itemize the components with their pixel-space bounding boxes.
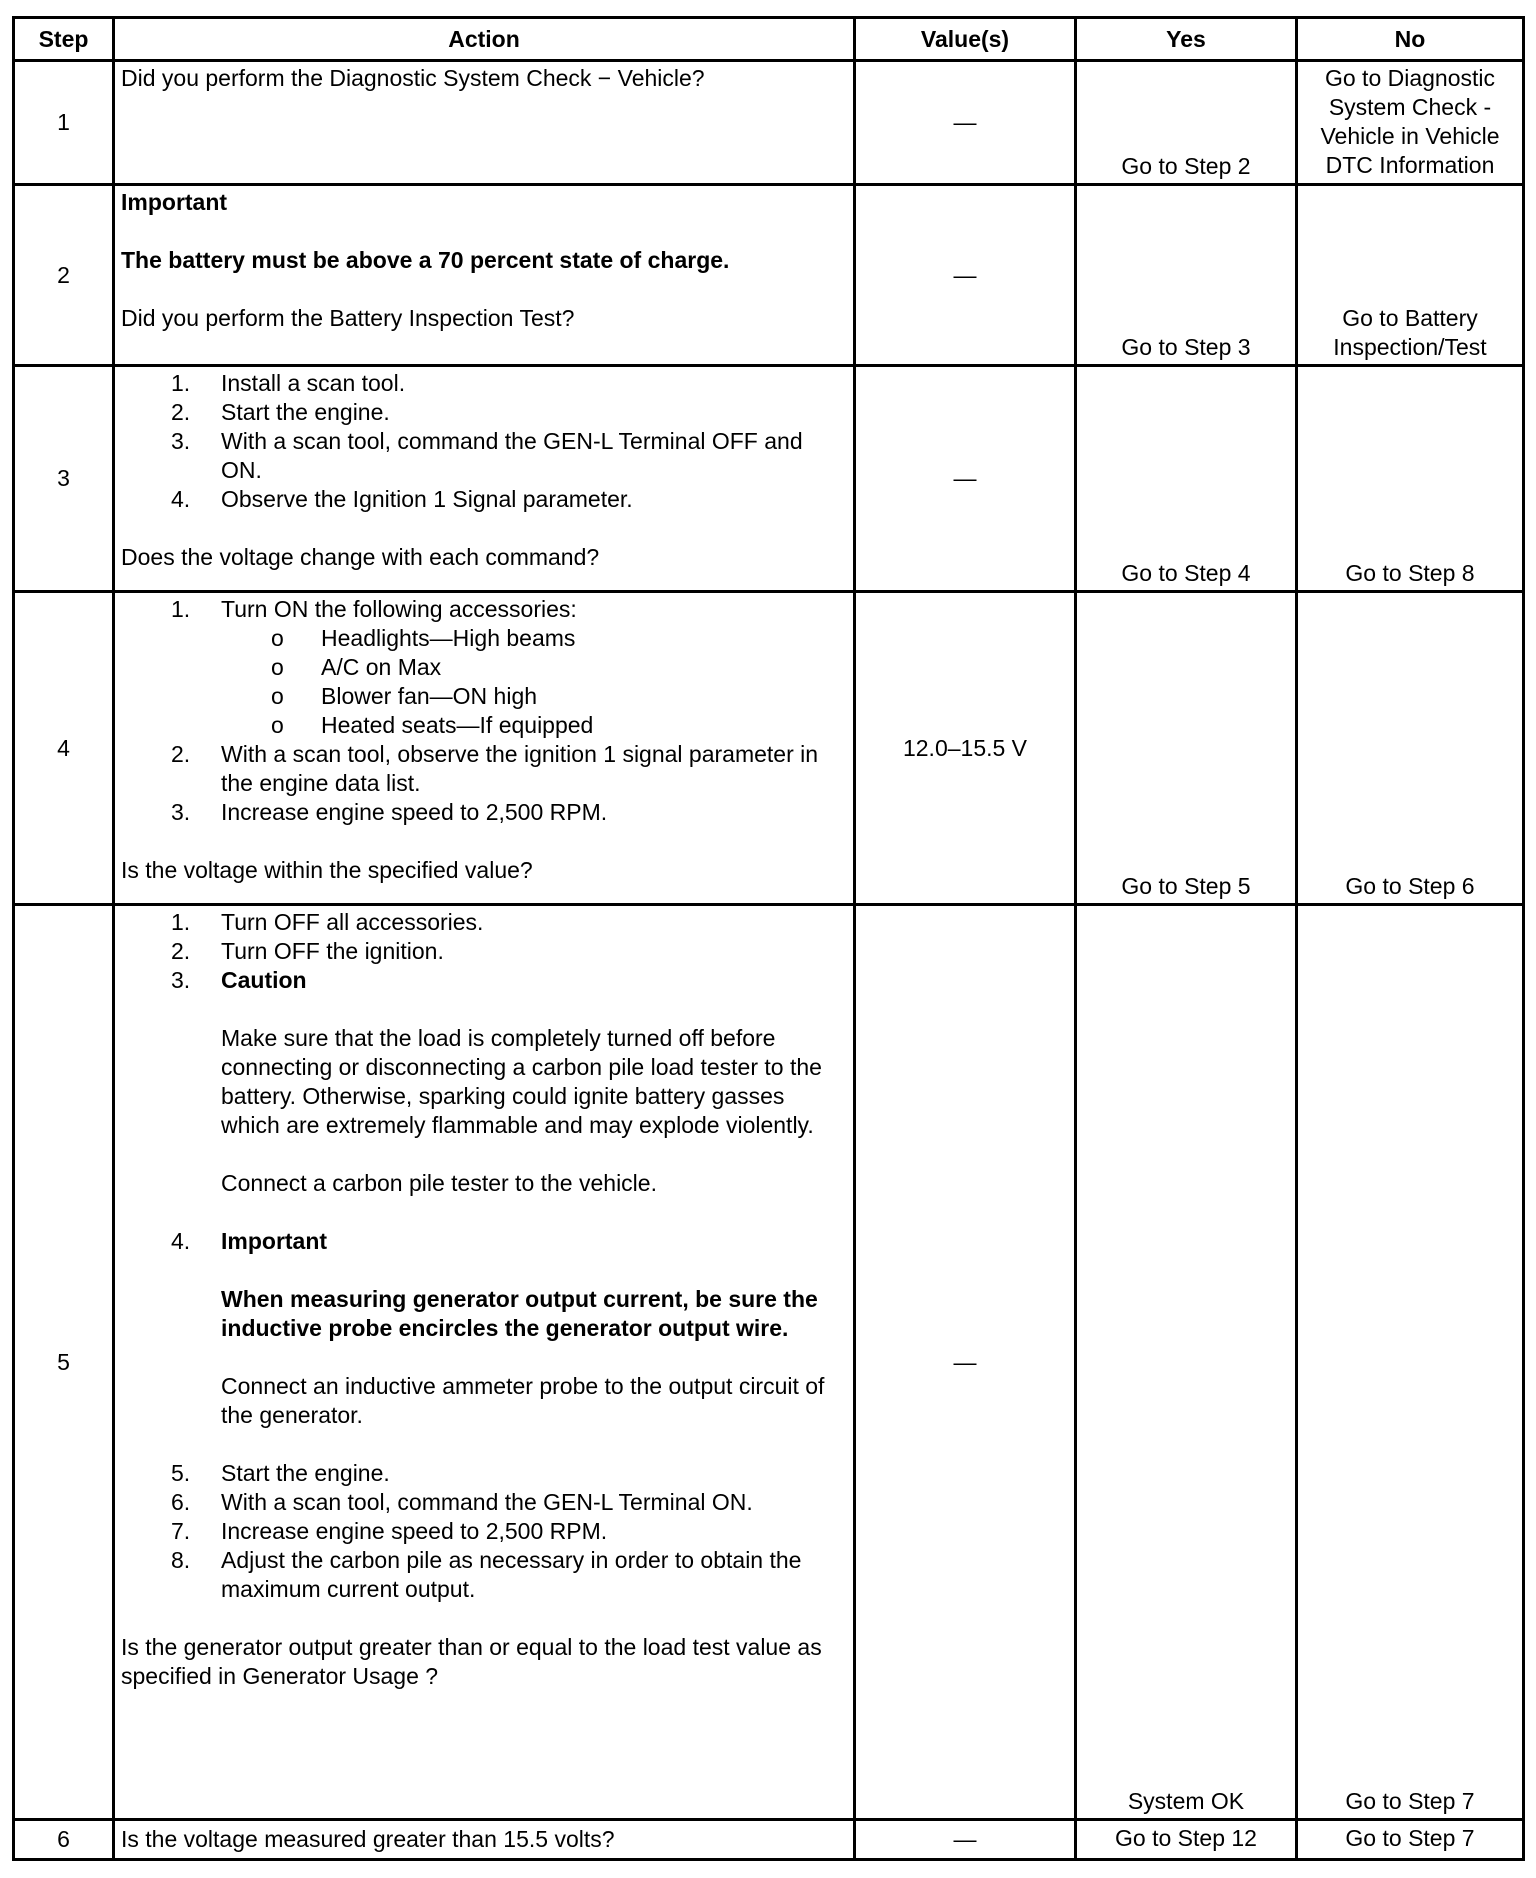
action-question: Is the voltage measured greater than 15.5 volts? bbox=[121, 1826, 615, 1852]
no-cell: Go to Step 8 bbox=[1297, 366, 1524, 592]
list-item: 1. Turn ON the following accessories: bbox=[171, 596, 577, 622]
list-item: 8. Adjust the carbon pile as necessary in order to obtain the maximum current output. bbox=[171, 1547, 802, 1602]
caution-text: Make sure that the load is completely turned off before connecting or disconnecting a carbon pile load tester to the battery. Otherwise, sparking could ignite battery gasses which are extremely flammable and may explode violently. bbox=[221, 1025, 822, 1138]
yes-cell: Go to Step 2 bbox=[1076, 61, 1297, 185]
step-number: 2 bbox=[14, 185, 114, 366]
list-item: 3. With a scan tool, command the GEN-L Terminal OFF and ON. bbox=[171, 428, 803, 483]
value-cell: — bbox=[855, 185, 1076, 366]
header-values: Value(s) bbox=[855, 18, 1076, 61]
yes-cell: Go to Step 5 bbox=[1076, 592, 1297, 905]
list-item: 5. Start the engine. bbox=[171, 1460, 390, 1486]
bullet-item: o Blower fan—ON high bbox=[271, 683, 538, 709]
important-action: Connect an inductive ammeter probe to the output circuit of the generator. bbox=[221, 1373, 825, 1428]
bullet-item: o Heated seats—If equipped bbox=[271, 712, 594, 738]
no-cell: Go to Step 6 bbox=[1297, 592, 1524, 905]
diagnostic-table bbox=[12, 16, 1525, 1861]
action-question: Is the generator output greater than or equal to the load test value as specified in Generator Usage ? bbox=[121, 1634, 822, 1689]
action-cell bbox=[114, 592, 855, 905]
table-row bbox=[14, 185, 1524, 366]
step-number: 6 bbox=[14, 1820, 114, 1860]
bullet-item: o Headlights—High beams bbox=[271, 625, 576, 651]
list-item: 2. Start the engine. bbox=[171, 399, 390, 425]
no-cell: Go to Battery Inspection/Test bbox=[1297, 185, 1524, 366]
list-item: 6. With a scan tool, command the GEN-L Terminal ON. bbox=[171, 1489, 753, 1515]
list-item: 7. Increase engine speed to 2,500 RPM. bbox=[171, 1518, 608, 1544]
important-heading: Important bbox=[121, 189, 228, 215]
header-yes: Yes bbox=[1076, 18, 1297, 61]
important-text: When measuring generator output current, be sure the inductive probe encircles the generator output wire. bbox=[221, 1286, 818, 1341]
step-number: 1 bbox=[14, 61, 114, 185]
table-row bbox=[14, 61, 1524, 185]
no-cell: Go to Step 7 bbox=[1297, 1820, 1524, 1860]
value-cell: — bbox=[855, 61, 1076, 185]
list-item: 4. Important bbox=[171, 1228, 328, 1254]
step-number: 4 bbox=[14, 592, 114, 905]
list-item: 3. Caution bbox=[171, 967, 307, 993]
list-item: 1. Install a scan tool. bbox=[171, 370, 406, 396]
value-cell: — bbox=[855, 905, 1076, 1820]
caution-action: Connect a carbon pile tester to the vehicle. bbox=[221, 1170, 657, 1196]
header-action: Action bbox=[114, 18, 855, 61]
table-row bbox=[14, 905, 1524, 1820]
important-text: The battery must be above a 70 percent state of charge. bbox=[121, 247, 730, 273]
action-question: Is the voltage within the specified value? bbox=[121, 857, 533, 883]
table-row bbox=[14, 366, 1524, 592]
table-row bbox=[14, 1820, 1524, 1860]
yes-cell: System OK bbox=[1076, 905, 1297, 1820]
action-question: Did you perform the Battery Inspection Test? bbox=[121, 305, 575, 331]
action-cell bbox=[114, 366, 855, 592]
table-row bbox=[14, 592, 1524, 905]
action-cell bbox=[114, 1820, 855, 1860]
action-question: Did you perform the Diagnostic System Check − Vehicle? bbox=[121, 65, 705, 91]
list-item: 2. With a scan tool, observe the ignition 1 signal parameter in the engine data list. bbox=[171, 741, 819, 796]
value-cell: 12.0–15.5 V bbox=[855, 592, 1076, 905]
header-step: Step bbox=[14, 18, 114, 61]
header-row bbox=[14, 18, 1524, 61]
list-item: 4. Observe the Ignition 1 Signal parameter. bbox=[171, 486, 633, 512]
action-cell bbox=[114, 61, 855, 185]
list-item: 2. Turn OFF the ignition. bbox=[171, 938, 444, 964]
step-number: 5 bbox=[14, 905, 114, 1820]
action-question: Does the voltage change with each command? bbox=[121, 544, 600, 570]
yes-cell: Go to Step 12 bbox=[1076, 1820, 1297, 1860]
list-item: 1. Turn OFF all accessories. bbox=[171, 909, 484, 935]
action-cell bbox=[114, 185, 855, 366]
header-no: No bbox=[1297, 18, 1524, 61]
bullet-item: o A/C on Max bbox=[271, 654, 442, 680]
value-cell: — bbox=[855, 1820, 1076, 1860]
step-number: 3 bbox=[14, 366, 114, 592]
action-cell bbox=[114, 905, 855, 1820]
list-item: 3. Increase engine speed to 2,500 RPM. bbox=[171, 799, 608, 825]
no-cell: Go to Step 7 bbox=[1297, 905, 1524, 1820]
no-cell: Go to Diagnostic System Check - Vehicle in Vehicle DTC Information bbox=[1297, 61, 1524, 185]
yes-cell: Go to Step 4 bbox=[1076, 366, 1297, 592]
yes-cell: Go to Step 3 bbox=[1076, 185, 1297, 366]
value-cell: — bbox=[855, 366, 1076, 592]
